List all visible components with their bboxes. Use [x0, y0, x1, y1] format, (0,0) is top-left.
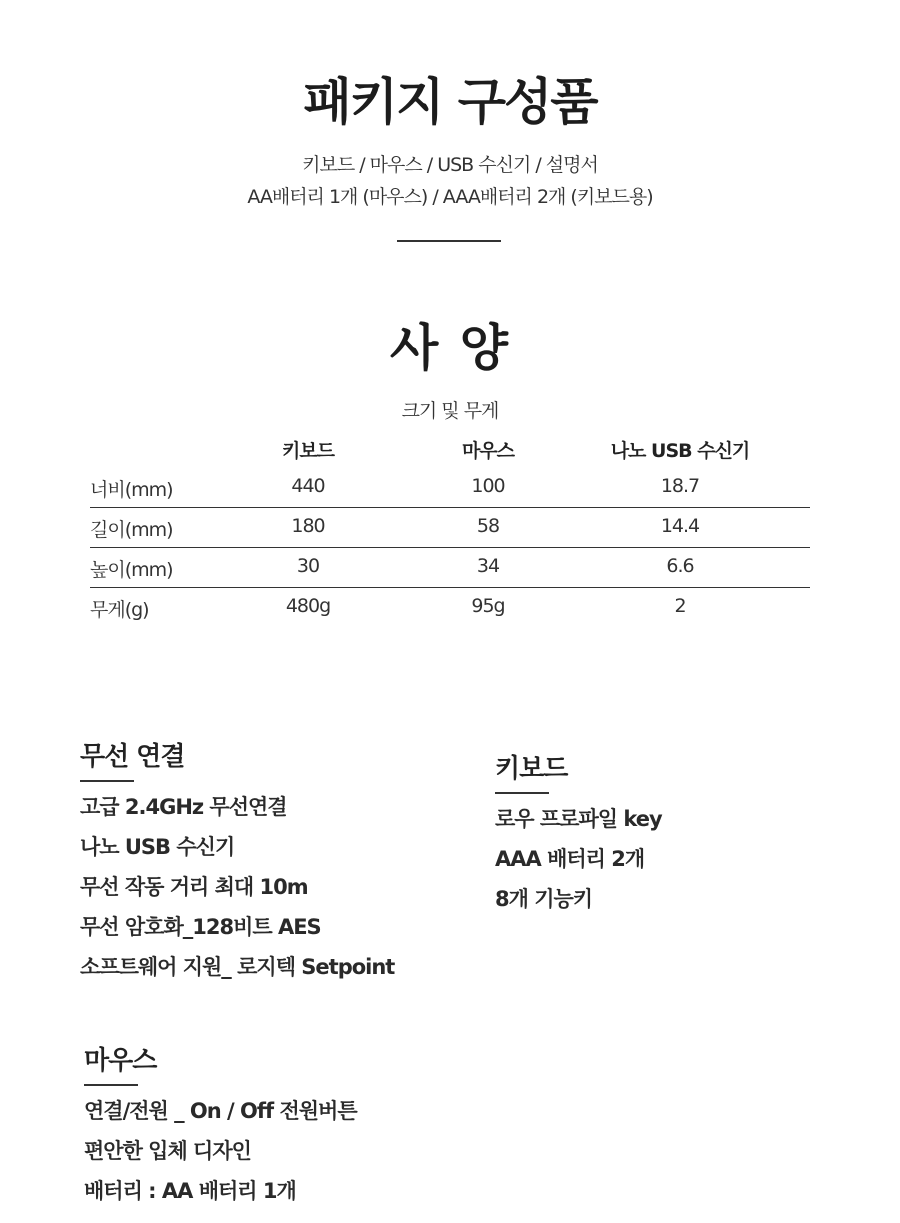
cell-mouse: 58: [476, 515, 500, 537]
row-label: 너비(mm): [90, 479, 173, 501]
mouse-section: [84, 1040, 357, 1216]
header-receiver: 나노 USB 수신기: [610, 440, 750, 462]
package-contents-line-1: 키보드 / 마우스 / USB 수신기 / 설명서: [302, 154, 598, 176]
cell-receiver: 14.4: [660, 515, 700, 537]
keyboard-title: 키보드: [495, 754, 568, 784]
wireless-title: 무선 연결: [80, 742, 185, 772]
wireless-section: [80, 736, 394, 992]
spec-title: 사 양: [389, 319, 510, 377]
spec-table-header: [90, 428, 810, 468]
list-item: 편안한 입체 디자인: [84, 1139, 251, 1163]
list-item: 고급 2.4GHz 무선연결: [80, 795, 287, 819]
package-title: 패키지 구성품: [303, 73, 597, 131]
header-mouse: 마우스: [461, 440, 515, 462]
cell-mouse: 100: [471, 475, 505, 497]
mouse-title: 마우스: [84, 1046, 157, 1076]
mouse-title-underline: [84, 1084, 138, 1086]
row-label: 높이(mm): [90, 559, 173, 581]
list-item: 무선 암호화_128비트 AES: [80, 915, 321, 939]
table-row: [90, 468, 810, 508]
package-contents-line-2: AA배터리 1개 (마우스) / AAA배터리 2개 (키보드용): [247, 186, 653, 208]
row-label: 길이(mm): [90, 519, 173, 541]
list-item: 소프트웨어 지원_ 로지텍 Setpoint: [80, 955, 395, 979]
list-item: AAA 배터리 2개: [495, 847, 645, 871]
table-row: [90, 508, 810, 548]
spec-table: [90, 428, 810, 628]
list-item: 무선 작동 거리 최대 10m: [80, 875, 308, 899]
list-item: 로우 프로파일 key: [495, 807, 662, 831]
cell-keyboard: 440: [291, 475, 325, 497]
list-item: 배터리 : AA 배터리 1개: [84, 1179, 296, 1203]
list-item: 8개 기능키: [495, 887, 593, 911]
cell-mouse: 95g: [471, 595, 505, 617]
table-row: [90, 588, 810, 628]
cell-receiver: 18.7: [660, 475, 700, 497]
cell-keyboard: 30: [296, 555, 320, 577]
wireless-title-underline: [80, 780, 134, 782]
spec-subtitle: 크기 및 무게: [401, 400, 499, 422]
package-divider: [397, 240, 501, 242]
table-row: [90, 548, 810, 588]
header-keyboard: 키보드: [281, 440, 335, 462]
keyboard-section: [495, 748, 662, 924]
cell-keyboard: 480g: [285, 595, 331, 617]
cell-keyboard: 180: [291, 515, 325, 537]
cell-mouse: 34: [476, 555, 500, 577]
cell-receiver: 6.6: [666, 555, 694, 577]
row-label: 무게(g): [90, 599, 149, 621]
list-item: 나노 USB 수신기: [80, 835, 235, 859]
list-item: 연결/전원 _ On / Off 전원버튼: [84, 1099, 357, 1123]
cell-receiver: 2: [674, 595, 686, 617]
keyboard-title-underline: [495, 792, 549, 794]
